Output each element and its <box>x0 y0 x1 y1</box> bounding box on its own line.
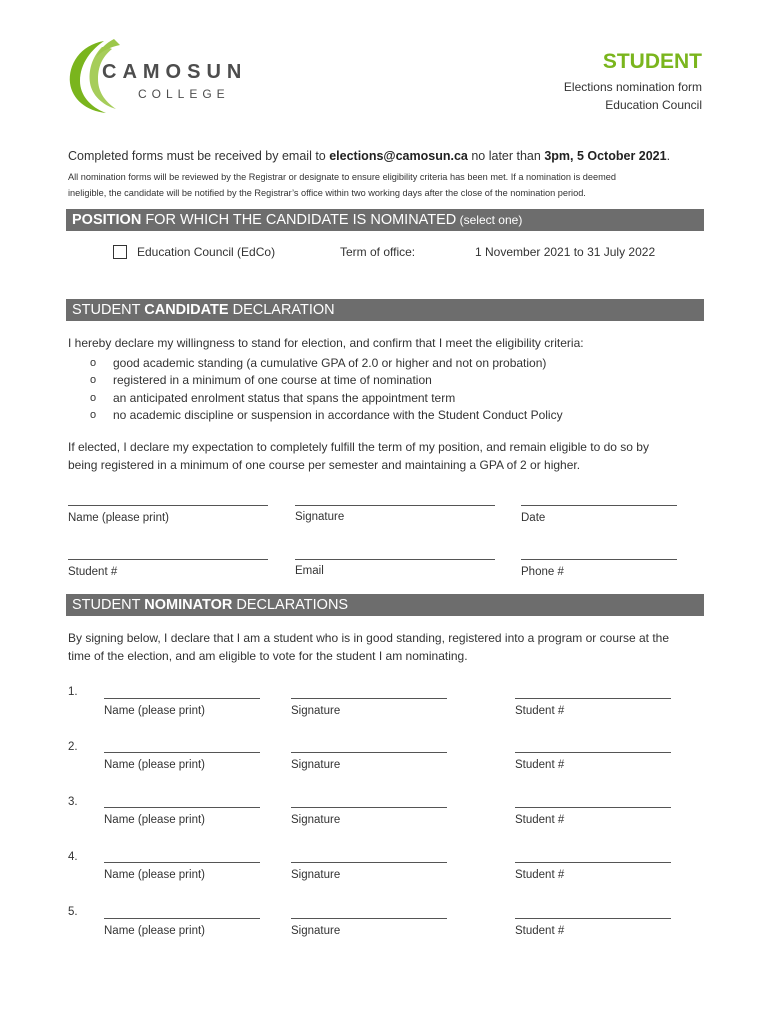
eligibility-note <box>68 169 708 201</box>
term-value: 1 November 2021 to 31 July 2022 <box>475 245 656 259</box>
section-title-bold: POSITION <box>72 212 142 228</box>
commitment-line: being registered in a minimum of one course per semester and maintaining a GPA of 2 or higher. <box>68 458 581 472</box>
nominator-name-field[interactable] <box>104 807 260 808</box>
declaration-line: time of the election, and am eligible to vote for the student I am nominating. <box>68 649 468 663</box>
nominator-signature-label: Signature <box>291 925 341 937</box>
nominator-number: 3. <box>68 796 78 808</box>
candidate-date-field[interactable] <box>521 505 677 506</box>
deadline: 3pm, 5 October 2021 <box>544 149 667 163</box>
section-title-text: STUDENT <box>72 597 145 613</box>
term-label: Term of office: <box>340 245 416 259</box>
nominator-signature-label: Signature <box>291 869 341 881</box>
commitment-line: If elected, I declare my expectation to completely fulfill the term of my position, and remain eligible to do so by <box>68 440 649 454</box>
nominator-signature-field[interactable] <box>291 752 447 753</box>
nominator-signature-field[interactable] <box>291 862 447 863</box>
logo-college-text: COLLEGE <box>138 87 230 101</box>
candidate-name-label: Name (please print) <box>68 512 169 524</box>
nominator-signature-field[interactable] <box>291 698 447 699</box>
edco-option-label: Education Council (EdCo) <box>137 245 276 259</box>
nominator-student-number-label: Student # <box>515 869 565 881</box>
position-section-header <box>66 209 704 231</box>
instructions-text-2: no later than <box>467 149 545 163</box>
nominator-student-number-field[interactable] <box>515 918 671 919</box>
nominator-student-number-label: Student # <box>515 925 565 937</box>
nominator-number: 5. <box>68 906 78 918</box>
candidate-name-field[interactable] <box>68 505 268 506</box>
nominator-number: 2. <box>68 741 78 753</box>
section-title-text: DECLARATIONS <box>232 597 349 613</box>
nominator-number: 1. <box>68 686 78 698</box>
candidate-student-number-label: Student # <box>68 566 118 578</box>
bullet-marker: o <box>90 357 97 369</box>
candidate-date-label: Date <box>521 512 546 524</box>
nominator-signature-field[interactable] <box>291 807 447 808</box>
nominator-student-number-field[interactable] <box>515 698 671 699</box>
nominator-name-label: Name (please print) <box>104 869 205 881</box>
candidate-commitment <box>68 438 708 474</box>
section-title-text: DECLARATION <box>228 302 335 318</box>
form-title: STUDENT <box>602 50 702 73</box>
criteria-item: good academic standing (a cumulative GPA of 2.0 or higher and not on probation) <box>113 356 547 370</box>
section-title-bold: NOMINATOR <box>144 597 233 613</box>
criteria-item: no academic discipline or suspension in accordance with the Student Conduct Policy <box>113 408 563 422</box>
election-email-link[interactable]: elections@camosun.ca <box>329 149 468 163</box>
instructions-text: Completed forms must be received by email to <box>68 149 330 163</box>
criteria-item: registered in a minimum of one course at time of nomination <box>113 373 432 387</box>
nominator-student-number-label: Student # <box>515 705 565 717</box>
bullet-marker: o <box>90 392 97 404</box>
nominator-name-field[interactable] <box>104 918 260 919</box>
eligibility-note-line: ineligible, the candidate will be notified by the Registrar’s office within two working days after the close of the nomination period. <box>68 188 586 198</box>
declaration-line: By signing below, I declare that I am a student who is in good standing, registered into a program or course at the <box>68 631 670 645</box>
candidate-email-field[interactable] <box>295 559 495 560</box>
nominator-student-number-label: Student # <box>515 759 565 771</box>
nominator-name-label: Name (please print) <box>104 759 205 771</box>
nominator-name-field[interactable] <box>104 862 260 863</box>
nominator-declaration <box>68 629 708 665</box>
nominator-name-field[interactable] <box>104 752 260 753</box>
nominator-student-number-field[interactable] <box>515 862 671 863</box>
nominator-signature-label: Signature <box>291 759 341 771</box>
nominator-student-number-field[interactable] <box>515 752 671 753</box>
nominator-section-header <box>66 594 704 616</box>
form-council: Education Council <box>605 98 702 112</box>
nominator-name-label: Name (please print) <box>104 705 205 717</box>
candidate-student-number-field[interactable] <box>68 559 268 560</box>
nominator-number: 4. <box>68 851 78 863</box>
section-title-text: FOR WHICH THE CANDIDATE IS NOMINATED <box>141 212 457 228</box>
nominator-name-label: Name (please print) <box>104 925 205 937</box>
logo-wordmark: CAMOSUN <box>102 61 248 83</box>
candidate-phone-label: Phone # <box>521 566 564 578</box>
bullet-marker: o <box>90 409 97 421</box>
section-title-bold: CANDIDATE <box>144 302 229 318</box>
candidate-section-header <box>66 299 704 321</box>
eligibility-note-line: All nomination forms will be reviewed by the Registrar or designate to ensure eligibility criteria has been met. If a nomination is deemed <box>68 172 616 182</box>
edco-checkbox[interactable] <box>113 245 127 259</box>
candidate-intro: I hereby declare my willingness to stand for election, and confirm that I meet the eligibility criteria: <box>68 336 584 350</box>
candidate-signature-label: Signature <box>295 511 345 523</box>
section-title-hint: (select one) <box>456 213 523 227</box>
nominator-signature-label: Signature <box>291 705 341 717</box>
candidate-signature-field[interactable] <box>295 505 495 506</box>
nominator-student-number-label: Student # <box>515 814 565 826</box>
nominator-name-label: Name (please print) <box>104 814 205 826</box>
nominator-signature-label: Signature <box>291 814 341 826</box>
submission-instructions <box>68 149 670 163</box>
bullet-marker: o <box>90 374 97 386</box>
criteria-item: an anticipated enrolment status that spans the appointment term <box>113 391 456 405</box>
nominator-student-number-field[interactable] <box>515 807 671 808</box>
candidate-email-label: Email <box>295 565 324 577</box>
candidate-phone-field[interactable] <box>521 559 677 560</box>
nominator-signature-field[interactable] <box>291 918 447 919</box>
instructions-period: . <box>666 149 671 163</box>
form-subtitle: Elections nomination form <box>563 80 702 94</box>
nominator-name-field[interactable] <box>104 698 260 699</box>
section-title-text: STUDENT <box>72 302 145 318</box>
